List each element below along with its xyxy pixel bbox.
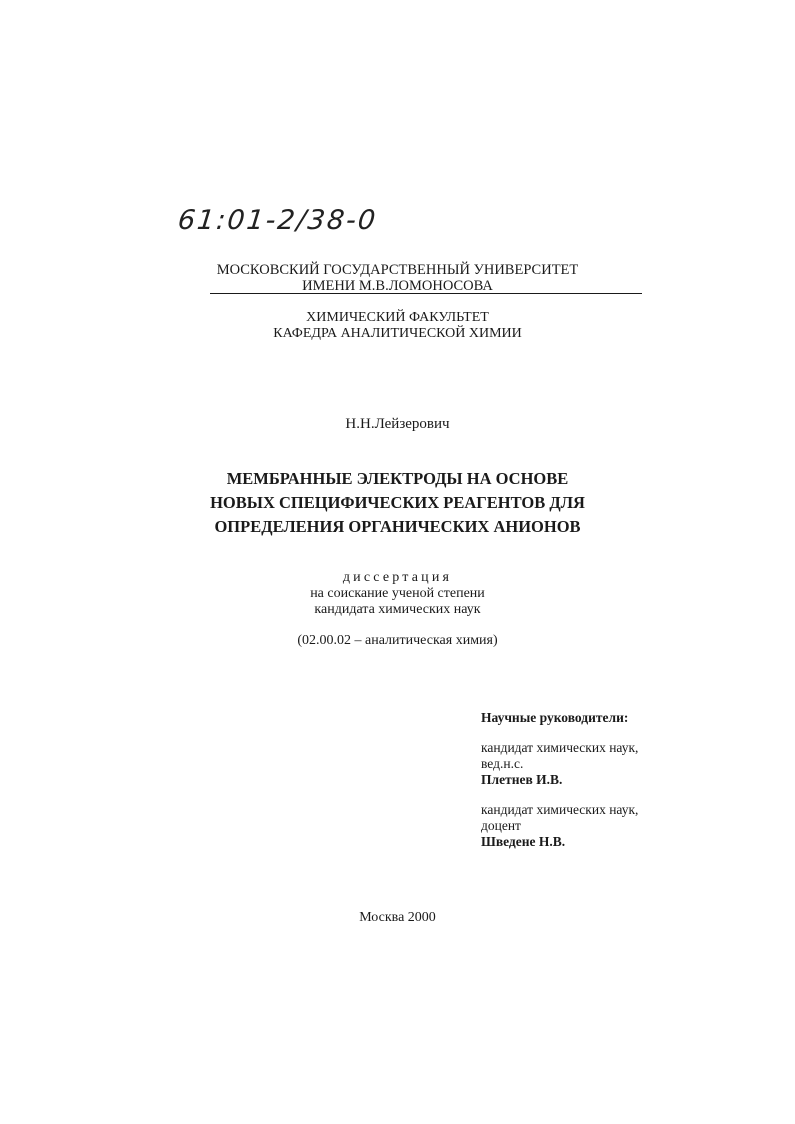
advisors-block	[481, 710, 638, 850]
advisors-heading: Научные руководители:	[481, 710, 629, 725]
university-line-2: ИМЕНИ М.В.ЛОМОНОСОВА	[302, 278, 493, 294]
thesis-title	[0, 467, 795, 539]
degree-line-1: на соискание ученой степени	[310, 586, 485, 601]
title-line-3: ОПРЕДЕЛЕНИЯ ОРГАНИЧЕСКИХ АНИОНОВ	[214, 517, 581, 536]
advisor-2-name: Шведене Н.В.	[481, 834, 566, 849]
advisor-1-position: вед.н.с.	[481, 756, 524, 771]
degree-description	[0, 586, 795, 618]
city-year: Москва 2000	[359, 910, 436, 925]
advisor-1-degree: кандидат химических наук,	[481, 740, 639, 755]
advisor-spacer	[481, 788, 638, 802]
department-line: КАФЕДРА АНАЛИТИЧЕСКОЙ ХИМИИ	[273, 326, 522, 341]
title-line-2: НОВЫХ СПЕЦИФИЧЕСКИХ РЕАГЕНТОВ ДЛЯ	[210, 493, 585, 512]
header-divider	[210, 293, 642, 294]
advisor-1-name: Плетнев И.В.	[481, 772, 563, 787]
faculty-line-1: ХИМИЧЕСКИЙ ФАКУЛЬТЕТ	[306, 310, 489, 325]
title-line-1: МЕМБРАННЫЕ ЭЛЕКТРОДЫ НА ОСНОВЕ	[226, 469, 569, 488]
degree-line-2: кандидата химических наук	[314, 602, 481, 617]
advisor-2-position: доцент	[481, 818, 521, 833]
author-name: Н.Н.Лейзерович	[345, 416, 450, 432]
dissertation-label: диссертация	[342, 570, 453, 585]
faculty-name	[0, 310, 795, 342]
university-line-1: МОСКОВСКИЙ ГОСУДАРСТВЕННЫЙ УНИВЕРСИТЕТ	[216, 262, 579, 278]
advisor-2-degree: кандидат химических наук,	[481, 802, 639, 817]
handwritten-code: 61:01-2/38-0	[176, 205, 379, 236]
university-name	[0, 262, 795, 294]
specialty-code: (02.00.02 – аналитическая химия)	[297, 633, 498, 648]
